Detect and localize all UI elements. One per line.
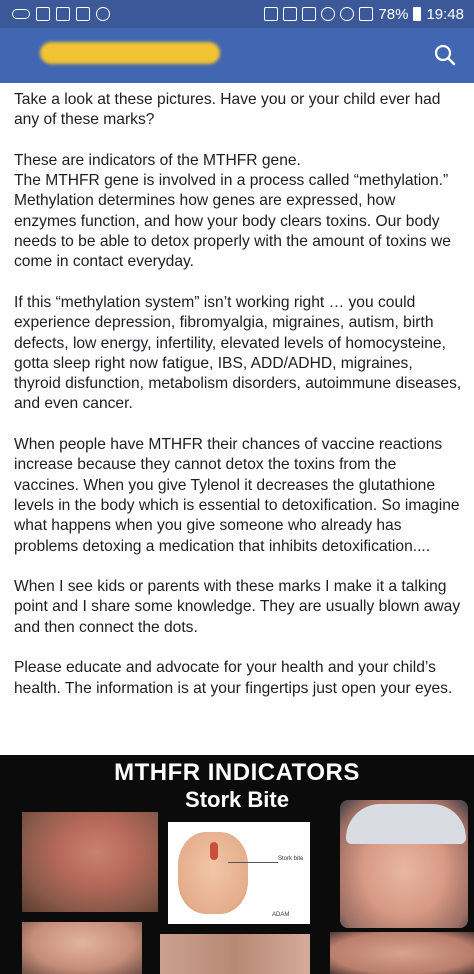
neck-photo (22, 812, 158, 912)
post-paragraph: If this “methylation system” isn’t working right … you could experience depression, fibromyalgia, migraines, autism, birth defects, low energy, infertility, elevated levels of homocysteine, gotta sleep right now fatigue, IBS, ADD/ADHD, migraines, thyroid disfunction, metabolism disorders, autoimmune diseases, and even cancer. (14, 293, 462, 413)
search-icon[interactable] (434, 44, 456, 66)
voicemail-icon (12, 9, 30, 19)
post-paragraph: When people have MTHFR their chances of vaccine reactions increase because they cannot detox the toxins from the vaccines. When you give Tylenol it decreases the glutathione levels in the body which is essential to detoxification. So imagine what happens when you give someone who already has problems detoxing a medication that inhibits detoxification.... (14, 436, 460, 555)
post-body (14, 90, 462, 719)
skin-photo-bottom-right (330, 932, 474, 974)
post-paragraph: Take a look at these pictures. Have you or your child ever had any of these marks? (14, 91, 441, 129)
app-icon (56, 7, 70, 21)
battery-icon (413, 7, 421, 21)
face-diagram (168, 822, 310, 924)
baby-photo-bottom-left (22, 922, 142, 974)
status-right-icons (264, 6, 464, 23)
wifi-icon (340, 7, 354, 21)
image-icon (36, 7, 50, 21)
status-bar (0, 0, 474, 28)
clock: 19:48 (426, 5, 464, 23)
image-subtitle: Stork Bite (185, 787, 289, 812)
nfc-icon (302, 7, 316, 21)
baby-hat (346, 804, 466, 844)
mute-icon (321, 7, 335, 21)
baby-photo (340, 800, 468, 928)
image-title: MTHFR INDICATORS (114, 759, 360, 786)
do-not-disturb-icon (96, 7, 110, 21)
battery-percent: 78% (378, 5, 409, 23)
redacted-name (40, 42, 220, 64)
diagram-credit: ADAM (272, 912, 290, 918)
diagram-label: Stork bite (278, 856, 304, 862)
post-paragraph: Please educate and advocate for your health and your child’s health. The information is at your fingertips just open your eyes. (14, 659, 453, 697)
diagram-mark (210, 842, 218, 860)
signal-icon (359, 7, 373, 21)
post-paragraph: The MTHFR gene is involved in a process called “methylation.” Methylation determines how genes are expressed, how enzymes function, and how your body clears toxins. Our body needs to be able to detox properly with the amount of toxins we come in contact everyday. (14, 172, 451, 271)
alert-icon (264, 7, 278, 21)
bluetooth-icon (283, 7, 297, 21)
skin-photo-bottom-center (160, 934, 310, 974)
post-paragraph: These are indicators of the MTHFR gene. (14, 151, 301, 169)
diagram-pointer (228, 862, 278, 863)
post-paragraph: When I see kids or parents with these marks I make it a talking point and I share some knowledge. They are usually blown away and then connect the dots. (14, 578, 461, 636)
status-left-icons (12, 7, 110, 21)
calendar-icon (76, 7, 90, 21)
